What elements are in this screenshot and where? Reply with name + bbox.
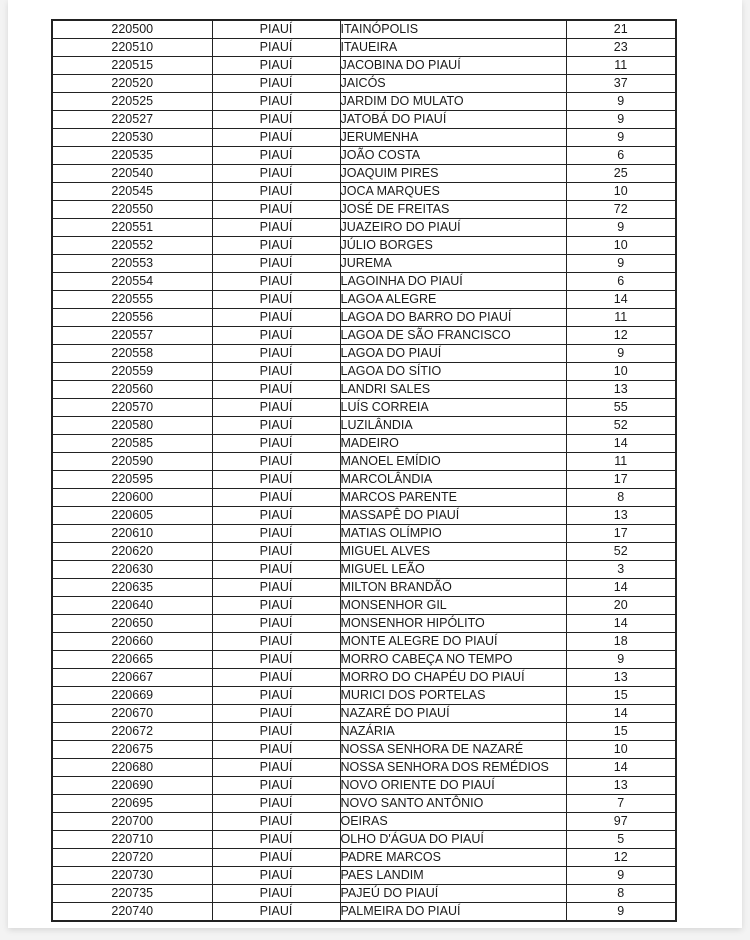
municipality-cell: NOVO ORIENTE DO PIAUÍ <box>340 777 566 795</box>
quantity-cell: 17 <box>566 525 676 543</box>
quantity-cell: 7 <box>566 795 676 813</box>
quantity-cell: 13 <box>566 507 676 525</box>
ibge-code-cell: 220553 <box>52 255 212 273</box>
quantity-cell: 9 <box>566 255 676 273</box>
state-cell: PIAUÍ <box>212 561 340 579</box>
municipality-cell: LUÍS CORREIA <box>340 399 566 417</box>
state-cell: PIAUÍ <box>212 489 340 507</box>
quantity-cell: 6 <box>566 273 676 291</box>
municipality-cell: JOÃO COSTA <box>340 147 566 165</box>
municipality-cell: MURICI DOS PORTELAS <box>340 687 566 705</box>
state-cell: PIAUÍ <box>212 543 340 561</box>
table-row <box>52 363 676 381</box>
quantity-cell: 13 <box>566 381 676 399</box>
table-row <box>52 849 676 867</box>
table-row <box>52 129 676 147</box>
state-cell: PIAUÍ <box>212 57 340 75</box>
table-row <box>52 273 676 291</box>
state-cell: PIAUÍ <box>212 327 340 345</box>
table-row <box>52 687 676 705</box>
table-row <box>52 75 676 93</box>
municipality-cell: OEIRAS <box>340 813 566 831</box>
municipality-cell: NOSSA SENHORA DE NAZARÉ <box>340 741 566 759</box>
municipality-cell: ITAUEIRA <box>340 39 566 57</box>
ibge-code-cell: 220557 <box>52 327 212 345</box>
state-cell: PIAUÍ <box>212 237 340 255</box>
quantity-cell: 15 <box>566 723 676 741</box>
ibge-code-cell: 220610 <box>52 525 212 543</box>
state-cell: PIAUÍ <box>212 687 340 705</box>
state-cell: PIAUÍ <box>212 795 340 813</box>
municipality-cell: MONSENHOR GIL <box>340 597 566 615</box>
municipality-cell: JATOBÁ DO PIAUÍ <box>340 111 566 129</box>
ibge-code-cell: 220551 <box>52 219 212 237</box>
municipality-cell: MORRO DO CHAPÉU DO PIAUÍ <box>340 669 566 687</box>
table-row <box>52 399 676 417</box>
municipality-cell: LAGOA DO BARRO DO PIAUÍ <box>340 309 566 327</box>
quantity-cell: 97 <box>566 813 676 831</box>
state-cell: PIAUÍ <box>212 705 340 723</box>
ibge-code-cell: 220515 <box>52 57 212 75</box>
ibge-code-cell: 220600 <box>52 489 212 507</box>
ibge-code-cell: 220510 <box>52 39 212 57</box>
state-cell: PIAUÍ <box>212 813 340 831</box>
quantity-cell: 9 <box>566 345 676 363</box>
table-row <box>52 453 676 471</box>
table-row <box>52 20 676 39</box>
ibge-code-cell: 220545 <box>52 183 212 201</box>
ibge-code-cell: 220660 <box>52 633 212 651</box>
state-cell: PIAUÍ <box>212 201 340 219</box>
municipality-cell: NOSSA SENHORA DOS REMÉDIOS <box>340 759 566 777</box>
quantity-cell: 9 <box>566 93 676 111</box>
document-page <box>8 0 742 928</box>
municipality-cell: JOAQUIM PIRES <box>340 165 566 183</box>
state-cell: PIAUÍ <box>212 597 340 615</box>
state-cell: PIAUÍ <box>212 309 340 327</box>
municipality-cell: MATIAS OLÍMPIO <box>340 525 566 543</box>
state-cell: PIAUÍ <box>212 885 340 903</box>
state-cell: PIAUÍ <box>212 579 340 597</box>
state-cell: PIAUÍ <box>212 651 340 669</box>
table-row <box>52 777 676 795</box>
quantity-cell: 72 <box>566 201 676 219</box>
municipality-cell: JERUMENHA <box>340 129 566 147</box>
municipality-cell: JAICÓS <box>340 75 566 93</box>
municipality-cell: LAGOA DO SÍTIO <box>340 363 566 381</box>
state-cell: PIAUÍ <box>212 183 340 201</box>
table-row <box>52 633 676 651</box>
table-row <box>52 507 676 525</box>
municipality-cell: JACOBINA DO PIAUÍ <box>340 57 566 75</box>
quantity-cell: 14 <box>566 705 676 723</box>
ibge-code-cell: 220620 <box>52 543 212 561</box>
municipality-cell: LAGOA ALEGRE <box>340 291 566 309</box>
ibge-code-cell: 220540 <box>52 165 212 183</box>
municipality-cell: JUAZEIRO DO PIAUÍ <box>340 219 566 237</box>
quantity-cell: 18 <box>566 633 676 651</box>
state-cell: PIAUÍ <box>212 219 340 237</box>
table-row <box>52 795 676 813</box>
ibge-code-cell: 220556 <box>52 309 212 327</box>
ibge-code-cell: 220740 <box>52 903 212 922</box>
quantity-cell: 23 <box>566 39 676 57</box>
quantity-cell: 14 <box>566 579 676 597</box>
state-cell: PIAUÍ <box>212 669 340 687</box>
ibge-code-cell: 220735 <box>52 885 212 903</box>
table-row <box>52 885 676 903</box>
table-row <box>52 597 676 615</box>
ibge-code-cell: 220500 <box>52 20 212 39</box>
state-cell: PIAUÍ <box>212 507 340 525</box>
ibge-code-cell: 220552 <box>52 237 212 255</box>
ibge-code-cell: 220530 <box>52 129 212 147</box>
municipality-cell: NOVO SANTO ANTÔNIO <box>340 795 566 813</box>
table-row <box>52 669 676 687</box>
quantity-cell: 11 <box>566 57 676 75</box>
table-row <box>52 381 676 399</box>
table-row <box>52 237 676 255</box>
ibge-code-cell: 220730 <box>52 867 212 885</box>
quantity-cell: 52 <box>566 543 676 561</box>
state-cell: PIAUÍ <box>212 291 340 309</box>
state-cell: PIAUÍ <box>212 345 340 363</box>
state-cell: PIAUÍ <box>212 255 340 273</box>
ibge-code-cell: 220550 <box>52 201 212 219</box>
ibge-code-cell: 220555 <box>52 291 212 309</box>
ibge-code-cell: 220525 <box>52 93 212 111</box>
state-cell: PIAUÍ <box>212 903 340 922</box>
quantity-cell: 9 <box>566 903 676 922</box>
table-row <box>52 543 676 561</box>
table-row <box>52 561 676 579</box>
municipality-cell: JARDIM DO MULATO <box>340 93 566 111</box>
municipality-cell: PADRE MARCOS <box>340 849 566 867</box>
ibge-code-cell: 220527 <box>52 111 212 129</box>
table-row <box>52 741 676 759</box>
quantity-cell: 10 <box>566 237 676 255</box>
state-cell: PIAUÍ <box>212 867 340 885</box>
municipality-cell: NAZARÉ DO PIAUÍ <box>340 705 566 723</box>
state-cell: PIAUÍ <box>212 831 340 849</box>
municipality-cell: MONTE ALEGRE DO PIAUÍ <box>340 633 566 651</box>
municipality-cell: LANDRI SALES <box>340 381 566 399</box>
table-row <box>52 705 676 723</box>
table-row <box>52 417 676 435</box>
state-cell: PIAUÍ <box>212 633 340 651</box>
ibge-code-cell: 220710 <box>52 831 212 849</box>
quantity-cell: 14 <box>566 615 676 633</box>
municipality-cell: JOCA MARQUES <box>340 183 566 201</box>
ibge-code-cell: 220580 <box>52 417 212 435</box>
ibge-code-cell: 220570 <box>52 399 212 417</box>
state-cell: PIAUÍ <box>212 273 340 291</box>
ibge-code-cell: 220585 <box>52 435 212 453</box>
quantity-cell: 25 <box>566 165 676 183</box>
state-cell: PIAUÍ <box>212 471 340 489</box>
table-row <box>52 309 676 327</box>
state-cell: PIAUÍ <box>212 525 340 543</box>
municipality-cell: LAGOA DE SÃO FRANCISCO <box>340 327 566 345</box>
state-cell: PIAUÍ <box>212 453 340 471</box>
table-row <box>52 813 676 831</box>
ibge-code-cell: 220690 <box>52 777 212 795</box>
municipality-cell: MARCOS PARENTE <box>340 489 566 507</box>
table-row <box>52 489 676 507</box>
table-row <box>52 165 676 183</box>
quantity-cell: 9 <box>566 867 676 885</box>
quantity-cell: 8 <box>566 885 676 903</box>
ibge-code-cell: 220520 <box>52 75 212 93</box>
quantity-cell: 9 <box>566 651 676 669</box>
ibge-code-cell: 220558 <box>52 345 212 363</box>
ibge-code-cell: 220675 <box>52 741 212 759</box>
state-cell: PIAUÍ <box>212 849 340 867</box>
table-row <box>52 471 676 489</box>
table-row <box>52 615 676 633</box>
municipality-cell: MADEIRO <box>340 435 566 453</box>
municipality-cell: ITAINÓPOLIS <box>340 20 566 39</box>
quantity-cell: 20 <box>566 597 676 615</box>
state-cell: PIAUÍ <box>212 363 340 381</box>
ibge-code-cell: 220590 <box>52 453 212 471</box>
state-cell: PIAUÍ <box>212 93 340 111</box>
ibge-code-cell: 220700 <box>52 813 212 831</box>
ibge-code-cell: 220670 <box>52 705 212 723</box>
state-cell: PIAUÍ <box>212 39 340 57</box>
table-row <box>52 201 676 219</box>
table-row <box>52 291 676 309</box>
table-row <box>52 57 676 75</box>
table-row <box>52 435 676 453</box>
quantity-cell: 3 <box>566 561 676 579</box>
municipality-cell: MIGUEL LEÃO <box>340 561 566 579</box>
quantity-cell: 37 <box>566 75 676 93</box>
ibge-code-cell: 220640 <box>52 597 212 615</box>
municipality-cell: MASSAPÊ DO PIAUÍ <box>340 507 566 525</box>
quantity-cell: 5 <box>566 831 676 849</box>
ibge-code-cell: 220535 <box>52 147 212 165</box>
state-cell: PIAUÍ <box>212 111 340 129</box>
quantity-cell: 12 <box>566 849 676 867</box>
table-row <box>52 759 676 777</box>
table-row <box>52 651 676 669</box>
ibge-code-cell: 220667 <box>52 669 212 687</box>
quantity-cell: 9 <box>566 111 676 129</box>
state-cell: PIAUÍ <box>212 381 340 399</box>
table-row <box>52 111 676 129</box>
quantity-cell: 14 <box>566 291 676 309</box>
municipality-cell: MARCOLÂNDIA <box>340 471 566 489</box>
state-cell: PIAUÍ <box>212 129 340 147</box>
municipality-cell: PAJEÚ DO PIAUÍ <box>340 885 566 903</box>
table-row <box>52 39 676 57</box>
state-cell: PIAUÍ <box>212 741 340 759</box>
table-body <box>52 20 676 921</box>
municipality-cell: PAES LANDIM <box>340 867 566 885</box>
table-row <box>52 903 676 922</box>
state-cell: PIAUÍ <box>212 759 340 777</box>
quantity-cell: 12 <box>566 327 676 345</box>
municipality-cell: LAGOA DO PIAUÍ <box>340 345 566 363</box>
municipality-cell: MILTON BRANDÃO <box>340 579 566 597</box>
quantity-cell: 11 <box>566 309 676 327</box>
table-row <box>52 723 676 741</box>
table-row <box>52 327 676 345</box>
ibge-code-cell: 220595 <box>52 471 212 489</box>
state-cell: PIAUÍ <box>212 147 340 165</box>
table-row <box>52 93 676 111</box>
quantity-cell: 8 <box>566 489 676 507</box>
state-cell: PIAUÍ <box>212 75 340 93</box>
quantity-cell: 15 <box>566 687 676 705</box>
state-cell: PIAUÍ <box>212 399 340 417</box>
quantity-cell: 6 <box>566 147 676 165</box>
quantity-cell: 10 <box>566 741 676 759</box>
table-row <box>52 867 676 885</box>
ibge-code-cell: 220559 <box>52 363 212 381</box>
municipality-cell: JUREMA <box>340 255 566 273</box>
ibge-code-cell: 220554 <box>52 273 212 291</box>
municipality-cell: MONSENHOR HIPÓLITO <box>340 615 566 633</box>
quantity-cell: 52 <box>566 417 676 435</box>
quantity-cell: 10 <box>566 363 676 381</box>
municipality-cell: NAZÁRIA <box>340 723 566 741</box>
table-row <box>52 831 676 849</box>
municipality-cell: MANOEL EMÍDIO <box>340 453 566 471</box>
ibge-code-cell: 220635 <box>52 579 212 597</box>
quantity-cell: 13 <box>566 777 676 795</box>
state-cell: PIAUÍ <box>212 435 340 453</box>
table-row <box>52 255 676 273</box>
table-row <box>52 219 676 237</box>
municipality-cell: MIGUEL ALVES <box>340 543 566 561</box>
state-cell: PIAUÍ <box>212 417 340 435</box>
municipality-cell: PALMEIRA DO PIAUÍ <box>340 903 566 922</box>
quantity-cell: 14 <box>566 759 676 777</box>
municipality-cell: LAGOINHA DO PIAUÍ <box>340 273 566 291</box>
municipality-cell: LUZILÂNDIA <box>340 417 566 435</box>
quantity-cell: 55 <box>566 399 676 417</box>
ibge-code-cell: 220560 <box>52 381 212 399</box>
state-cell: PIAUÍ <box>212 615 340 633</box>
ibge-code-cell: 220669 <box>52 687 212 705</box>
state-cell: PIAUÍ <box>212 20 340 39</box>
quantity-cell: 9 <box>566 129 676 147</box>
municipality-cell: JOSÉ DE FREITAS <box>340 201 566 219</box>
ibge-code-cell: 220605 <box>52 507 212 525</box>
quantity-cell: 13 <box>566 669 676 687</box>
quantity-cell: 17 <box>566 471 676 489</box>
table-row <box>52 579 676 597</box>
state-cell: PIAUÍ <box>212 777 340 795</box>
ibge-code-cell: 220672 <box>52 723 212 741</box>
municipality-cell: OLHO D'ÁGUA DO PIAUÍ <box>340 831 566 849</box>
ibge-code-cell: 220650 <box>52 615 212 633</box>
ibge-code-cell: 220665 <box>52 651 212 669</box>
table-row <box>52 183 676 201</box>
quantity-cell: 10 <box>566 183 676 201</box>
quantity-cell: 21 <box>566 20 676 39</box>
ibge-code-cell: 220695 <box>52 795 212 813</box>
table-row <box>52 345 676 363</box>
municipality-cell: MORRO CABEÇA NO TEMPO <box>340 651 566 669</box>
ibge-code-cell: 220720 <box>52 849 212 867</box>
municipality-cell: JÚLIO BORGES <box>340 237 566 255</box>
ibge-code-cell: 220630 <box>52 561 212 579</box>
quantity-cell: 9 <box>566 219 676 237</box>
state-cell: PIAUÍ <box>212 723 340 741</box>
table-row <box>52 525 676 543</box>
state-cell: PIAUÍ <box>212 165 340 183</box>
ibge-code-cell: 220680 <box>52 759 212 777</box>
table-row <box>52 147 676 165</box>
quantity-cell: 14 <box>566 435 676 453</box>
quantity-cell: 11 <box>566 453 676 471</box>
municipality-table <box>51 19 677 922</box>
